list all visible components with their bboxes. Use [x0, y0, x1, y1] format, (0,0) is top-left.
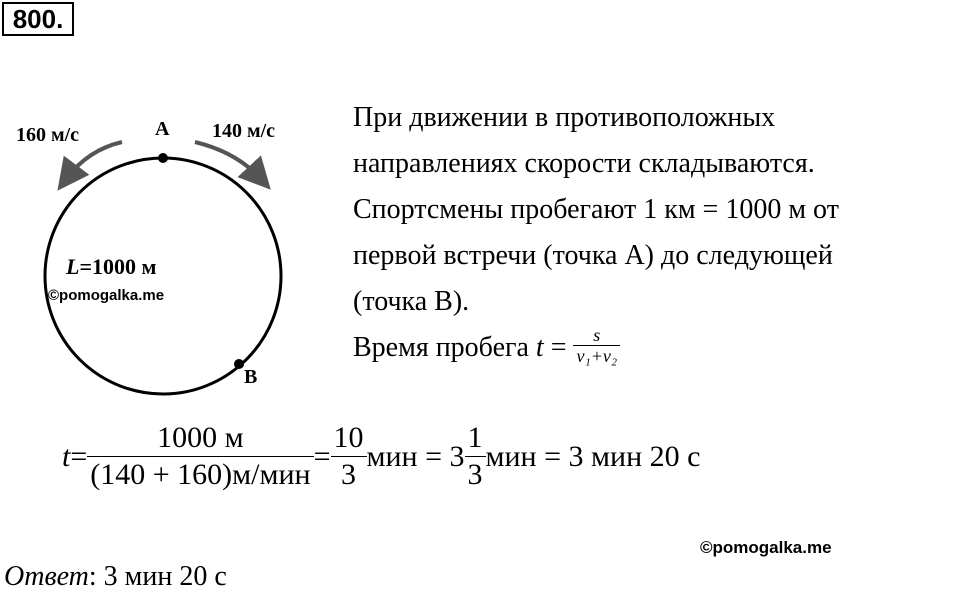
bottom-watermark: ©pomogalka.me	[700, 538, 832, 557]
text-line-3: Спортсмены пробегают 1 км = 1000 м от	[353, 194, 839, 225]
fraction-distance-speed: $\frac{1000 м}{\text{(140 + 160)м/мин}}$	[87, 420, 313, 493]
text-line-5: (точка В).	[353, 286, 470, 317]
text-line-4: первой встречи (точка А) до следующей	[353, 240, 833, 271]
answer-label: Ответ	[4, 561, 89, 592]
point-b-dot	[234, 359, 244, 369]
text-line-1: При движении в противоположных	[353, 102, 776, 133]
problem-number: 800.	[2, 2, 74, 36]
calculation-formula: t= $\frac{1000 м}{\text{(140 + 160)м/мин}}$ = $\frac{10}{3}$ мин = 3 $\frac{1}{3}$ мин = 3 мин 20 с	[62, 421, 701, 491]
point-a-dot	[158, 153, 168, 163]
track-length-label: L=1000 м	[66, 254, 157, 279]
arrow-right-icon	[195, 142, 260, 178]
explanation-text	[353, 95, 958, 371]
fraction-ten-thirds: $\frac{10}{3}$	[331, 420, 367, 493]
speed-fraction: $\frac{s}{\text{v₁+v₂}}$	[573, 325, 620, 366]
fraction-one-third: $\frac{1}{3}$	[465, 420, 486, 493]
answer-line: Ответ: 3 мин 20 с	[4, 561, 227, 592]
text-line-2: направлениях скорости складываются.	[353, 148, 815, 179]
answer-value: 3 мин 20 с	[103, 561, 227, 592]
speed-left-label: 160 м/с	[16, 124, 80, 146]
time-formula-line: Время пробега t = $\frac{s}{\text{v₁+v₂}}$	[353, 325, 958, 371]
label-a: A	[155, 118, 170, 140]
diagram-watermark: ©pomogalka.me	[48, 287, 165, 304]
arrow-left-icon	[67, 142, 122, 178]
label-b: B	[244, 366, 258, 388]
speed-right-label: 140 м/с	[212, 120, 276, 142]
